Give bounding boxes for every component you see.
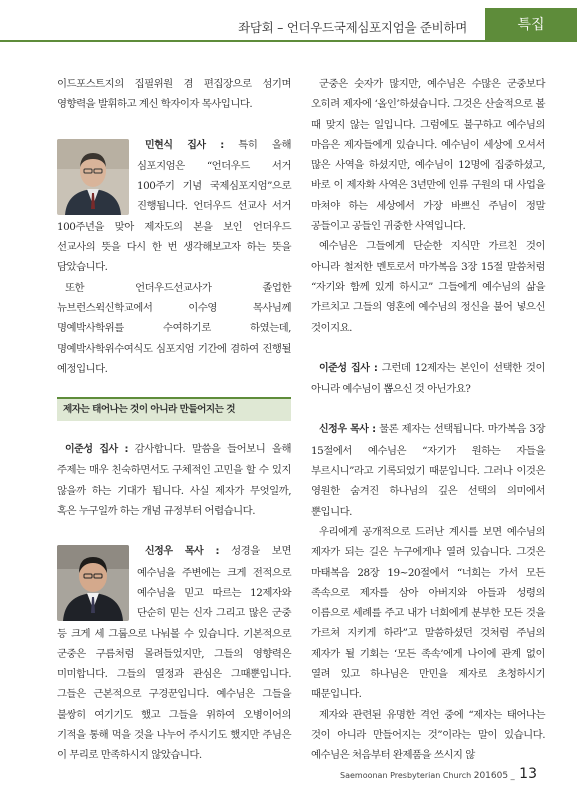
section-tab: 특집 bbox=[485, 8, 577, 42]
speaker-name: 신정우 목사 : bbox=[145, 546, 219, 558]
paragraph bbox=[311, 419, 545, 521]
speaker-name: 이준성 집사 : bbox=[319, 362, 378, 374]
left-column bbox=[57, 74, 291, 766]
paragraph: 군중은 숫자가 많지만, 예수님은 수많은 군중보다 오히려 제자에 ‘올인’하셨습니다. 그것은 산술적으로 볼 때 맞지 않는 일입니다. 그럼에도 불구하고 예수님의 마음은 제자들에게 있습니다. 예수님이 세상에 오셔서 많은 사역을 하셨지만, 예수님이 12명에 집중하셨고, 바로 이 제자화 사역은 3년만에 인류 구원의 대 사업을 마쳐야 하는 세상에서 가장 바쁘신 주님이 정말 공들이고 공들인 귀중한 사역입니다. bbox=[311, 78, 545, 233]
speech-text: 특히 올해 심포지엄은 “언더우드 서거 100주기 기념 국제심포지엄”으로 진행됩니다. 언더우드 선교사 서거 100주년을 맞아 제자도의 본을 보인 언더우드 선교사의 뜻을 다시 한 번 생각해보고자 하는 뜻을 담았습니다. bbox=[57, 138, 291, 274]
paragraph bbox=[311, 358, 545, 400]
speech-text: 감사합니다. 말씀을 들어보니 올해 주제는 매우 친숙하면서도 구체적인 고민을 할 수 있지 않을까 하는 기대가 됩니다. 사실 제자가 무엇일까, 혹은 누구일까 하는 개념 규정부터 어렵습니다. bbox=[57, 443, 291, 518]
section-subheading: 제자는 태어나는 것이 아니라 만들어지는 것 bbox=[57, 397, 291, 421]
paragraph bbox=[57, 541, 291, 765]
speech-text: 물론 제자는 선택됩니다. 마가복음 3장 15절에서 예수님은 “자기가 원하는 자들을 부르시니”라고 기록되었기 때문입니다. 그러나 이것은 영원한 숨겨진 하나님의 깊은 선택의 의미에서 뿐입니다. bbox=[311, 423, 545, 518]
page-number: 13 bbox=[519, 766, 537, 782]
speaker-photo-min bbox=[57, 139, 129, 215]
speaker-name: 이준성 집사 : bbox=[65, 444, 128, 456]
paragraph: 또한 언더우드선교사가 졸업한 뉴브런스윅신학교에서 이수영 목사님께 명예박사학위를 수여하기로 하였는데, 명예박사학위수여식도 심포지엄 기간에 겸하여 진행될 예정입니다. bbox=[57, 281, 291, 375]
page-footer bbox=[340, 766, 537, 782]
issue-number: 201605 bbox=[473, 771, 509, 781]
paragraph bbox=[57, 135, 291, 278]
right-column bbox=[311, 74, 545, 766]
speaker-name: 신정우 목사 : bbox=[319, 424, 376, 436]
paragraph: 이드포스트지의 집필위원 겸 편집장으로 섬기며 영향력을 발휘하고 계신 학자이자 목사입니다. bbox=[57, 78, 291, 111]
speaker-name: 민현식 집사 : bbox=[145, 139, 224, 151]
paragraph: 예수님은 그들에게 단순한 지식만 가르친 것이 아니라 철저한 멘토로서 마가복음 3장 15절 말씀처럼 “자기와 함께 있게 하시고” 그들에게 예수님의 삶을 가르치고 그들의 영혼에 예수님의 정신을 불어 넣으신 것이지요. bbox=[311, 240, 545, 334]
header-title: 좌담회 – 언더우드국제심포지엄을 준비하며 bbox=[238, 20, 467, 35]
paragraph: 제자와 관련된 유명한 격언 중에 “제자는 태어나는 것이 아니라 만들어지는 것”이라는 말이 있습니다. 예수님은 처음부터 완제품을 쓰시지 않 bbox=[311, 708, 545, 762]
speech-text: 성경을 보면 예수님을 주변에는 크게 전적으로 예수님을 믿고 따르는 12제자와 단순히 믿는 신자 그리고 많은 군중 등 크게 세 그룹으로 나눠볼 수 있습니다. 기본적으로 군중은 구름처럼 몰려들었지만, 그들의 영향력은 미미합니다. 그들의 열정과 관심은 그때뿐입니다. 그들은 근본적으로 구경꾼입니다. 예수님은 그들을 불쌍히 여기기도 했고 그들을 위하여 오병이어의 기적을 통해 먹을 것을 나누어 주시기도 했지만 주님은 이 무리로 만족하시지 않았습니다. bbox=[57, 545, 291, 762]
header-rule bbox=[0, 40, 485, 42]
church-name: Saemoonan Presbyterian Church bbox=[340, 771, 472, 780]
paragraph bbox=[57, 439, 291, 521]
footer-separator: _ bbox=[510, 771, 515, 780]
speech-text: 그런데 12제자는 본인이 선택한 것이 아니라 예수님이 뽑으신 것 아닌가요? bbox=[311, 361, 545, 396]
paragraph: 우리에게 공개적으로 드러난 계시를 보면 예수님의 제자가 되는 길은 누구에게나 열려 있습니다. 그것은 마태복음 28장 19~20절에서 “너희는 가서 모든 족속으로 제자를 삼아 아버지와 아들과 성령의 이름으로 세례를 주고 내가 너희에게 분부한 모든 것을 가르쳐 지키게 하라”고 말씀하셨던 것처럼 주님의 제자가 될 기회는 ‘모든 족속’에게 나이에 관계 없이 열려 있고 하나님은 만민을 제자로 초청하시기 때문입니다. bbox=[311, 525, 545, 701]
speaker-photo-shin bbox=[57, 545, 129, 621]
